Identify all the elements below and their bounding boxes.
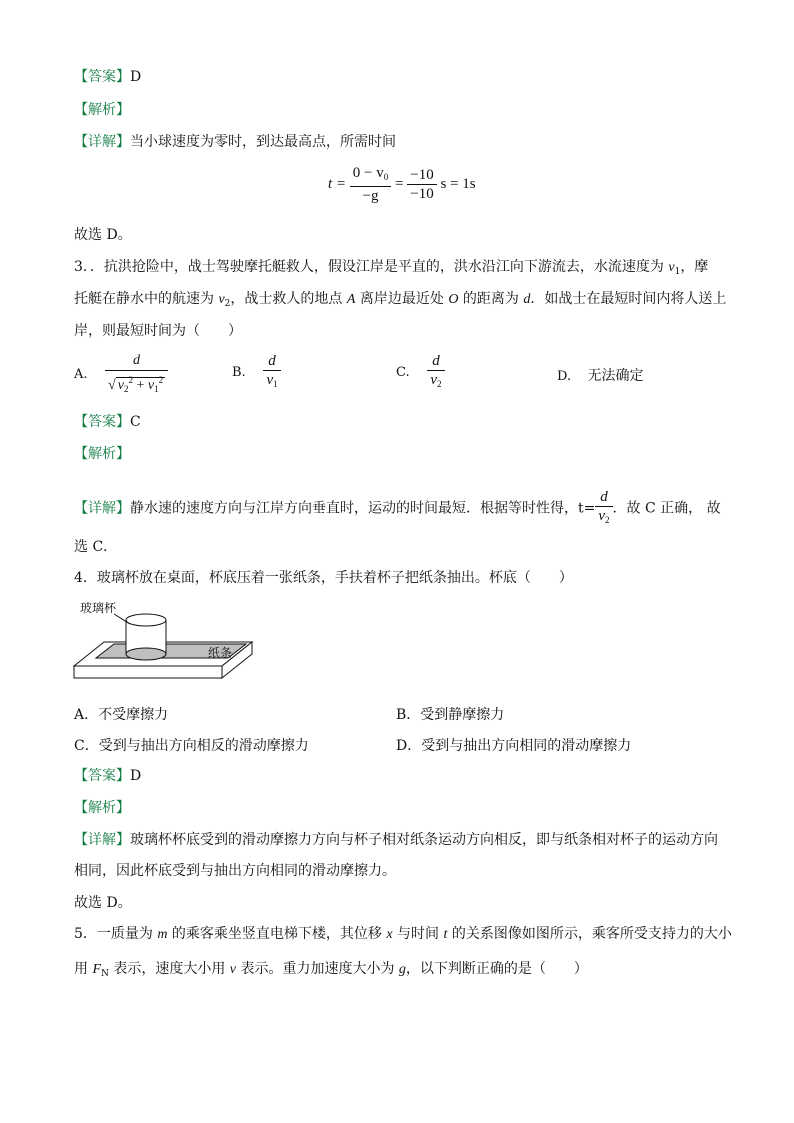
q3-text: ，摩	[680, 259, 709, 275]
q4-option-a: A．不受摩擦力	[74, 707, 169, 723]
q5-var-F: F	[92, 962, 102, 977]
option-a-num: d	[105, 352, 168, 371]
formula-fraction-2	[407, 166, 436, 203]
conclusion-q2: 故选 D。	[74, 227, 132, 243]
option-b-num: d	[263, 352, 280, 371]
detail-tag: 【详解】	[74, 134, 130, 150]
q3-stem-line-2	[74, 288, 726, 309]
formula-f2-num: −10	[407, 166, 436, 185]
q4-stem: 4．玻璃杯放在桌面，杯底压着一张纸条，手扶着杯子把纸条抽出。杯底（ ）	[74, 570, 573, 586]
formula-f1-den: −g	[362, 188, 379, 204]
q5-var-g: g	[398, 962, 406, 977]
paper-label: 纸条	[208, 646, 233, 660]
q5-text: 5．一质量为	[74, 926, 158, 942]
detail-line-q4-2: 相同，因此杯底受到与抽出方向相同的滑动摩擦力。	[74, 863, 396, 879]
detail-frac-num: d	[595, 488, 612, 507]
q3-var-v1: v	[668, 260, 675, 275]
detail-text: 当小球速度为零时，到达最高点，所需时间	[130, 134, 396, 150]
q3-text: ．如战士在最短时间内将人送上	[530, 291, 727, 307]
time-formula	[328, 164, 476, 205]
q3-var-v1-sub: 1	[674, 267, 681, 277]
q5-text: 用	[74, 961, 93, 977]
q3-text: 离岸边最近处	[355, 291, 449, 307]
q3-text: ，战士救人的地点	[230, 291, 347, 307]
q5-var-x: x	[386, 927, 393, 942]
q4-option-d: D．受到与抽出方向相同的滑动摩擦力	[396, 738, 632, 754]
detail-line-q2	[74, 131, 396, 151]
q3-point-A: A	[346, 292, 356, 307]
answer-tag: 【答案】	[74, 768, 130, 784]
conclusion-q4: 故选 D。	[74, 895, 132, 911]
option-b-fraction	[263, 352, 280, 393]
formula-f1-num: 0 − v	[352, 165, 384, 181]
option-label: B.	[232, 364, 246, 380]
detail-line-q3-2: 选 C．	[74, 539, 118, 555]
detail-line-q4	[74, 829, 718, 849]
q3-text: 托艇在静水中的航速为	[74, 291, 219, 307]
detail-line-q3	[74, 488, 721, 529]
formula-lhs: t =	[328, 175, 347, 192]
detail-fraction	[595, 488, 612, 529]
option-label: D.	[557, 369, 572, 384]
q5-text: ，以下判断正确的是（ ）	[405, 961, 588, 977]
q5-var-F-sub: N	[101, 969, 109, 979]
q3-text: 的距离为	[458, 291, 524, 307]
analysis-tag: 【解析】	[74, 102, 130, 118]
q3-var-d: d	[523, 292, 531, 307]
cup-label: 玻璃杯	[80, 601, 117, 615]
option-label: A.	[74, 367, 88, 383]
glass-cup-figure	[70, 596, 260, 688]
cup-bottom	[126, 648, 166, 660]
q3-var-v2-sub: 2	[224, 299, 231, 309]
analysis-tag: 【解析】	[74, 800, 130, 816]
q3-option-c	[396, 352, 445, 393]
answer-value: D	[130, 69, 142, 85]
formula-tail: s = 1s	[440, 175, 476, 192]
q5-stem-line-1	[74, 923, 732, 943]
option-label: C.	[396, 364, 410, 380]
cup-rim	[126, 614, 166, 626]
answer-value: D	[130, 768, 142, 784]
q5-stem-line-2	[74, 958, 588, 979]
formula-fraction-1	[350, 164, 391, 205]
detail-t: t=	[578, 500, 596, 517]
q4-option-c: C．受到与抽出方向相反的滑动摩擦力	[74, 738, 309, 754]
q5-text: 表示，速度大小用	[108, 961, 230, 977]
q3-stem-line-1	[74, 256, 708, 277]
q5-text: 的乘客乘坐竖直电梯下楼，其位移	[167, 926, 387, 942]
analysis-tag: 【解析】	[74, 446, 130, 462]
formula-f1-num-sub: 0	[383, 172, 389, 182]
answer-line-q3	[74, 411, 141, 431]
detail-tag: 【详解】	[74, 500, 130, 517]
detail-frac-den: $v_2$	[598, 508, 610, 525]
q3-stem-line-3: 岸，则最短时间为（ ）	[74, 323, 242, 339]
answer-tag: 【答案】	[74, 69, 130, 85]
q3-var-v2: v	[218, 292, 225, 307]
q3-text: 3．．抗洪抢险中，战士驾驶摩托艇救人，假设江岸是平直的，洪水沿江向下游流去，水流速度为	[74, 259, 669, 275]
q3-option-a	[74, 352, 168, 398]
answer-value: C	[130, 414, 141, 430]
option-a-den: √ $v_2^2 + v_1^2$	[108, 375, 164, 394]
q5-text: 表示。重力加速度大小为	[236, 961, 399, 977]
q5-text: 的关系图像如图所示，乘客所受支持力的大小	[447, 926, 732, 942]
q5-var-m: m	[157, 927, 168, 942]
detail-text: 静水速的速度方向与江岸方向垂直时，运动的时间最短．根据等时性得，	[130, 500, 578, 517]
answer-tag: 【答案】	[74, 414, 130, 430]
detail-text: ．故 C 正确， 故	[612, 500, 721, 517]
answer-line-q2	[74, 66, 141, 86]
answer-line-q4	[74, 765, 141, 785]
q4-option-b: B．受到静摩擦力	[396, 707, 505, 723]
q5-var-t: t	[443, 927, 448, 942]
detail-text: 玻璃杯杯底受到的滑动摩擦力方向与杯子相对纸条运动方向相反，即与纸条相对杯子的运动方向	[130, 832, 718, 848]
detail-tag: 【详解】	[74, 832, 130, 848]
q5-text: 与时间	[392, 926, 444, 942]
option-a-fraction	[105, 352, 168, 398]
formula-f2-den: −10	[410, 186, 434, 202]
option-b-den: $v_1$	[266, 372, 278, 389]
q3-point-O: O	[448, 292, 459, 307]
option-c-fraction	[427, 352, 444, 393]
q3-option-b	[232, 352, 281, 393]
table-front	[74, 666, 222, 678]
option-d-text: 无法确定	[587, 368, 644, 384]
q5-var-v: v	[229, 962, 237, 977]
option-c-num: d	[427, 352, 444, 371]
q3-option-d	[557, 365, 644, 385]
option-c-den: $v_2$	[430, 372, 442, 389]
formula-eq: =	[395, 175, 404, 192]
